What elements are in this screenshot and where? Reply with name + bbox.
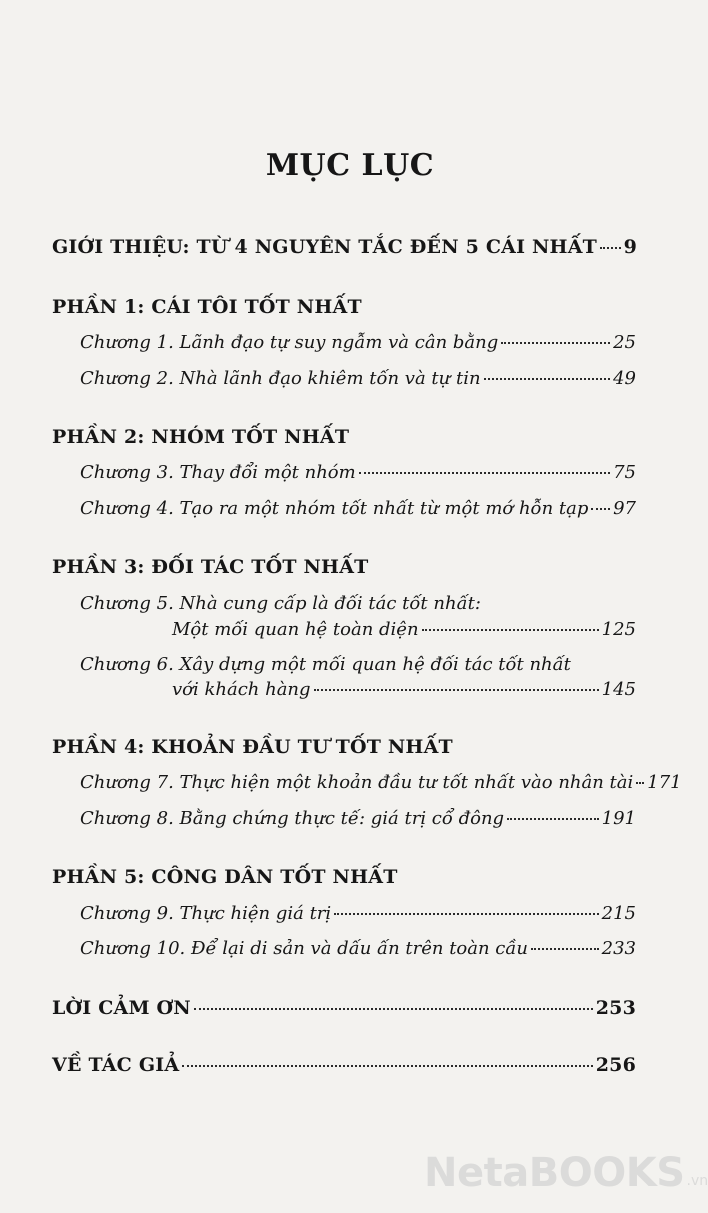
dot-leader — [314, 689, 599, 691]
entry-label: Chương 9. Thực hiện giá trị — [80, 903, 332, 924]
toc-entry-chapter-8 — [80, 808, 636, 829]
dot-leader — [531, 948, 599, 950]
page-number: 75 — [613, 462, 636, 483]
dot-leader — [182, 1065, 592, 1067]
toc-entry-chapter-6-line1 — [80, 654, 571, 675]
watermark-brand: NetaBOOKS — [424, 1150, 685, 1196]
dot-leader — [194, 1008, 593, 1010]
entry-label: Chương 3. Thay đổi một nhóm — [80, 462, 356, 483]
toc-entry-about-author — [52, 1054, 636, 1076]
entry-label: Chương 5. Nhà cung cấp là đối tác tốt nhất: — [80, 593, 481, 614]
entry-label: GIỚI THIỆU: TỪ 4 NGUYÊN TẮC ĐẾN 5 CÁI NHẤT — [52, 236, 597, 258]
part-heading-3: PHẦN 3: ĐỐI TÁC TỐT NHẤT — [52, 556, 369, 578]
entry-label-continued: Một mối quan hệ toàn diện — [172, 619, 419, 640]
page-number: 256 — [595, 1054, 636, 1076]
entry-label: Chương 1. Lãnh đạo tự suy ngẫm và cân bằng — [80, 332, 499, 353]
entry-label-continued: với khách hàng — [172, 679, 311, 700]
entry-label: Chương 7. Thực hiện một khoản đầu tư tốt nhất vào nhân tài — [80, 772, 634, 793]
watermark-suffix: .vn — [686, 1173, 708, 1189]
part-heading-1: PHẦN 1: CÁI TÔI TỐT NHẤT — [52, 296, 362, 318]
toc-entry-chapter-10 — [80, 938, 636, 959]
part-heading-4: PHẦN 4: KHOẢN ĐẦU TƯ TỐT NHẤT — [52, 736, 453, 758]
toc-entry-chapter-5 — [172, 619, 636, 640]
toc-entry-acknowledgements — [52, 997, 636, 1019]
entry-label: LỜI CẢM ƠN — [52, 997, 191, 1019]
dot-leader — [636, 782, 644, 784]
page-number: 215 — [601, 903, 636, 924]
dot-leader — [591, 508, 610, 510]
netabooks-watermark — [418, 1143, 708, 1203]
part-heading-5: PHẦN 5: CÔNG DÂN TỐT NHẤT — [52, 866, 398, 888]
entry-label: VỀ TÁC GIẢ — [52, 1054, 180, 1076]
toc-entry-chapter-1 — [80, 332, 636, 353]
toc-entry-chapter-5-line1 — [80, 593, 481, 614]
page-number: 145 — [601, 679, 636, 700]
dot-leader — [484, 378, 611, 380]
dot-leader — [334, 913, 598, 915]
dot-leader — [600, 247, 621, 249]
page-number: 9 — [623, 236, 637, 258]
part-heading-2: PHẦN 2: NHÓM TỐT NHẤT — [52, 426, 350, 448]
dot-leader — [501, 342, 610, 344]
page-number: 97 — [613, 498, 636, 519]
entry-label: Chương 6. Xây dựng một mối quan hệ đối tác tốt nhất — [80, 654, 571, 675]
page-title: MỤC LỤC — [265, 148, 435, 183]
dot-leader — [507, 818, 599, 820]
entry-label: Chương 2. Nhà lãnh đạo khiêm tốn và tự tin — [80, 368, 481, 389]
entry-label: Chương 4. Tạo ra một nhóm tốt nhất từ một mớ hỗn tạp — [80, 498, 589, 519]
entry-label: Chương 10. Để lại di sản và dấu ấn trên toàn cầu — [80, 938, 529, 959]
toc-entry-intro — [52, 236, 637, 258]
page-number: 25 — [613, 332, 636, 353]
toc-entry-chapter-9 — [80, 903, 636, 924]
toc-entry-chapter-2 — [80, 368, 636, 389]
toc-entry-chapter-7 — [80, 772, 682, 793]
page-number: 125 — [601, 619, 636, 640]
page-number: 49 — [613, 368, 636, 389]
dot-leader — [359, 472, 610, 474]
toc-entry-chapter-6 — [172, 679, 636, 700]
toc-entry-chapter-4 — [80, 498, 636, 519]
page-number: 253 — [595, 997, 636, 1019]
dot-leader — [422, 629, 599, 631]
entry-label: Chương 8. Bằng chứng thực tế: giá trị cổ đông — [80, 808, 505, 829]
page-number: 233 — [601, 938, 636, 959]
page-number: 171 — [647, 772, 682, 793]
page-number: 191 — [601, 808, 636, 829]
toc-entry-chapter-3 — [80, 462, 636, 483]
